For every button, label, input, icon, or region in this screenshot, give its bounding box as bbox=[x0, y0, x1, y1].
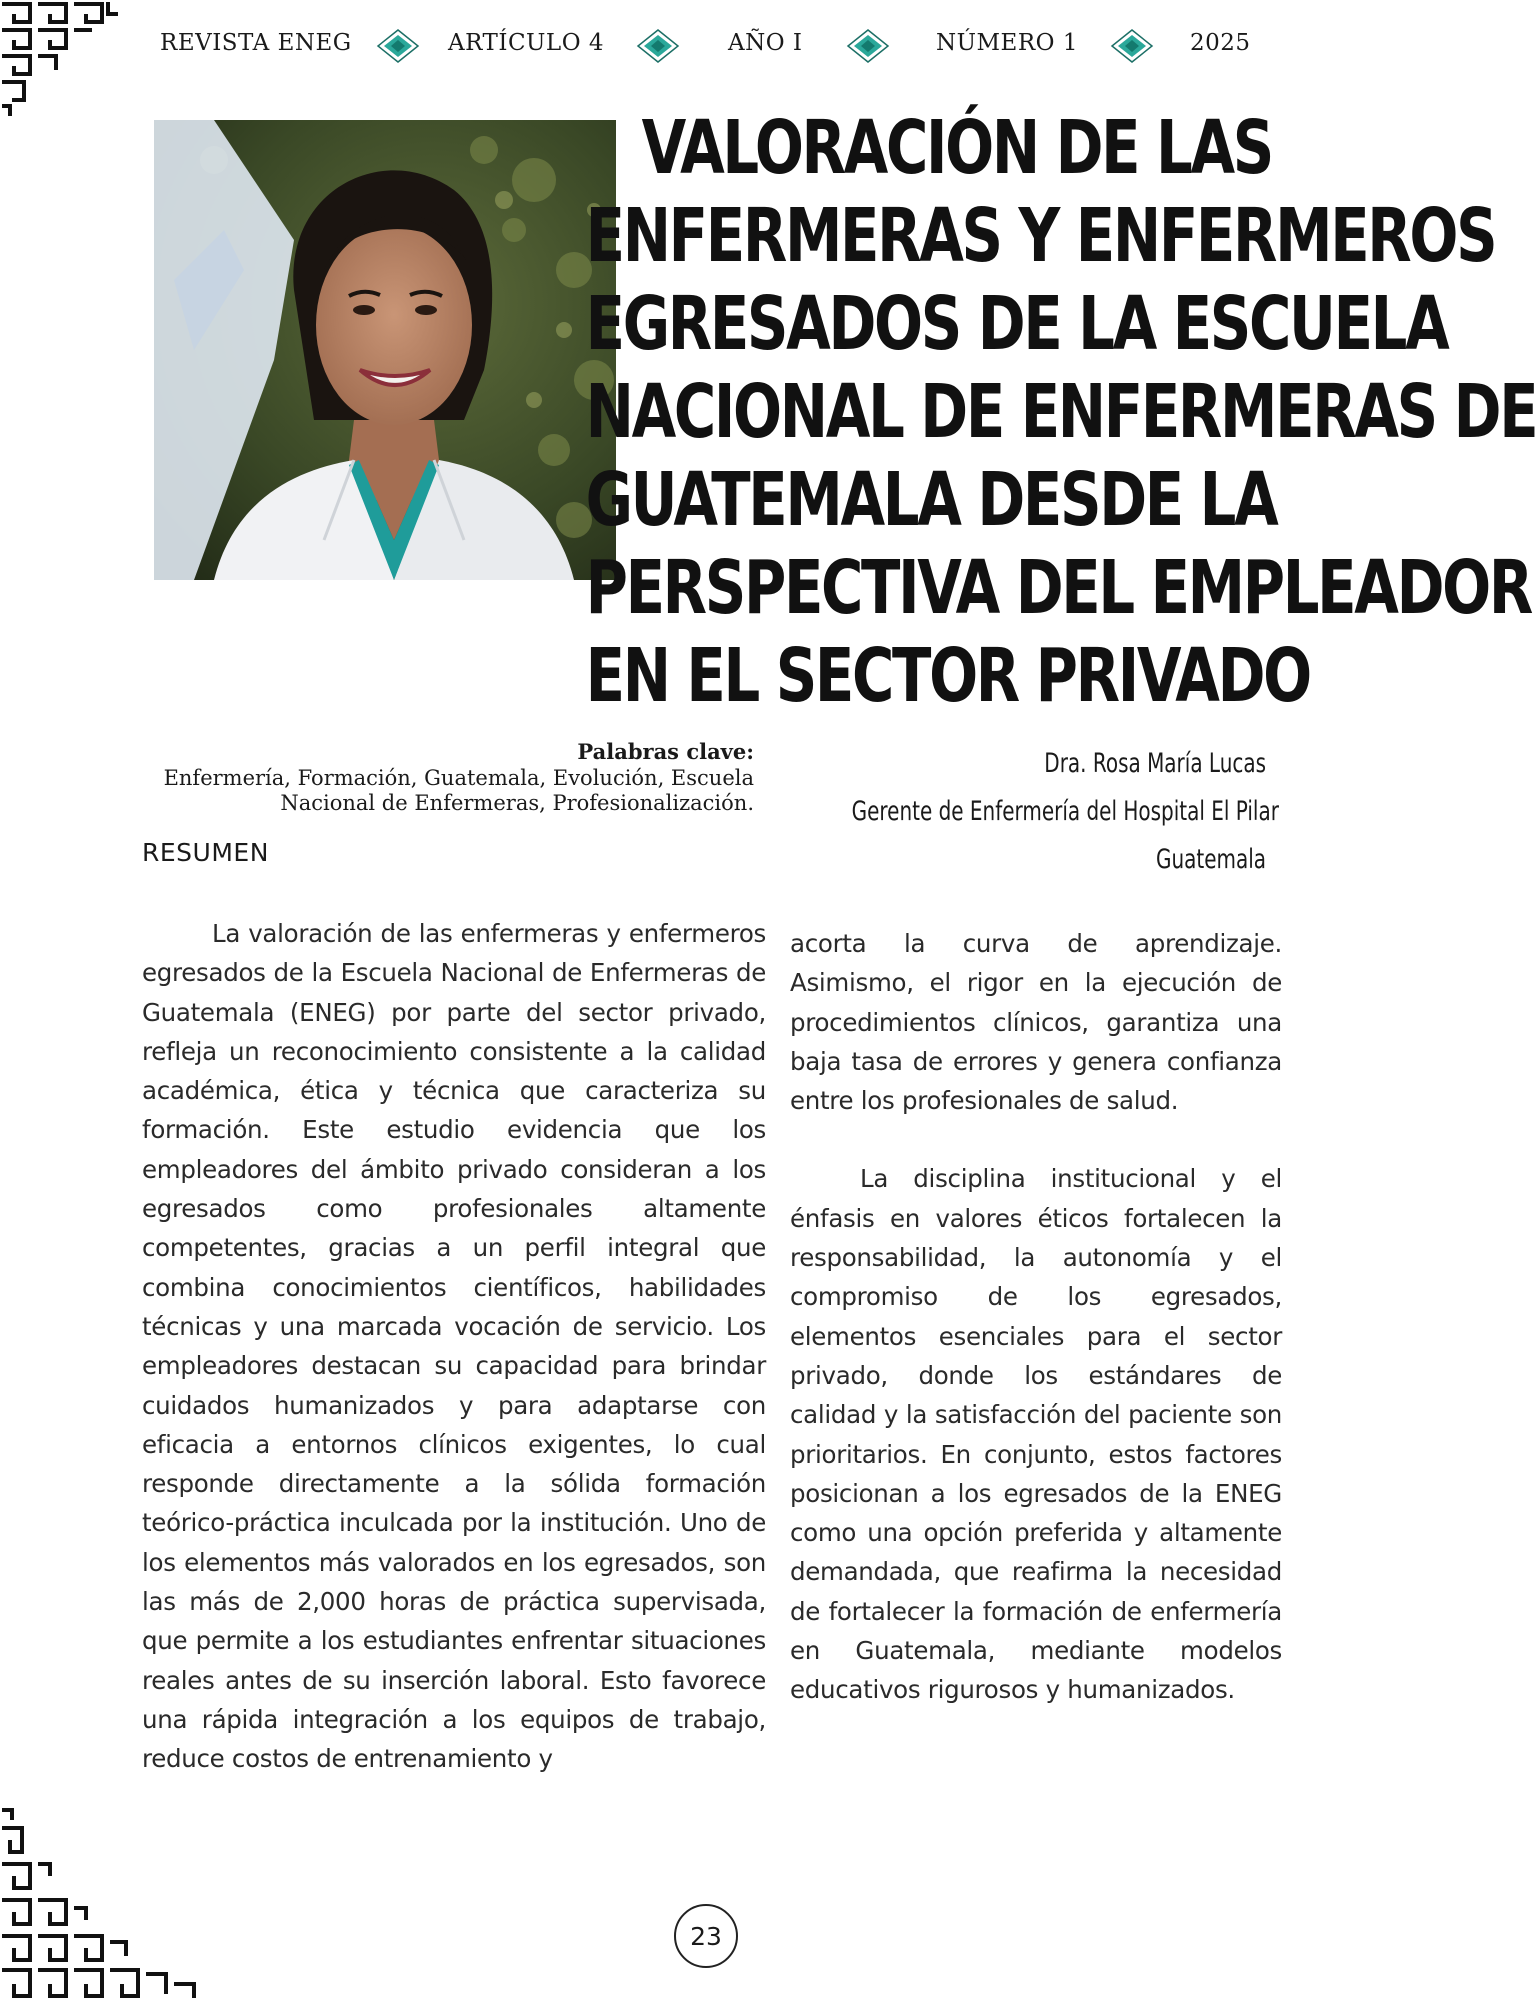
header-number: NÚMERO 1 bbox=[936, 30, 1078, 56]
title-line: GUATEMALA DESDE LA bbox=[585, 457, 1277, 543]
title-line: NACIONAL DE ENFERMERAS DE bbox=[585, 369, 1536, 455]
section-heading-resumen: RESUMEN bbox=[142, 838, 269, 867]
keywords-line: Nacional de Enfermeras, Profesionalización. bbox=[280, 791, 754, 815]
author-block bbox=[706, 740, 1279, 884]
author-country: Guatemala bbox=[1155, 844, 1266, 875]
diamond-divider-icon bbox=[846, 28, 890, 64]
keywords-label: Palabras clave: bbox=[577, 739, 754, 764]
header-date: 2025 bbox=[1190, 30, 1251, 56]
header-journal: REVISTA ENEG bbox=[160, 30, 352, 56]
author-photo bbox=[154, 120, 616, 580]
body-column-right bbox=[790, 924, 1282, 1710]
title-line: ENFERMERAS Y ENFERMEROS bbox=[585, 193, 1496, 279]
diamond-divider-icon bbox=[636, 28, 680, 64]
keywords-block bbox=[140, 738, 754, 816]
body-column-left bbox=[142, 914, 766, 1779]
header-article: ARTÍCULO 4 bbox=[448, 30, 605, 56]
header-year: AÑO I bbox=[728, 30, 803, 56]
body-paragraph: acorta la curva de aprendizaje. Asimismo, el rigor en la ejecución de procedimientos clínicos, garantiza una baja tasa de errores y genera confianza entre los profesionales de salud. bbox=[790, 929, 1282, 1116]
article-title bbox=[585, 104, 1536, 720]
keywords-line: Enfermería, Formación, Guatemala, Evolución, Escuela bbox=[163, 766, 754, 790]
author-name: Dra. Rosa María Lucas bbox=[1044, 748, 1266, 779]
author-role: Gerente de Enfermería del Hospital El Pilar bbox=[851, 796, 1279, 827]
page-number: 23 bbox=[674, 1904, 738, 1968]
body-paragraph: La valoración de las enfermeras y enfermeros egresados de la Escuela Nacional de Enfermeras de Guatemala (ENEG) por parte del sector privado, refleja un reconocimiento consistente a la calidad académica, ética y técnica que caracteriza su formación. Este estudio evidencia que los empleadores del ámbito privado consideran a los egresados como profesionales altamente competentes, gracias a un perfil integral que combina conocimientos científicos, habilidades técnicas y una marcada vocación de servicio. Los empleadores destacan su capacidad para brindar cuidados humanizados y para adaptarse con eficacia a entornos clínicos exigentes, lo cual responde directamente a la sólida formación teórico-práctica inculcada por la institución. Uno de los elementos más valorados en los egresados, son las más de 2,000 horas de práctica supervisada, que permite a los estudiantes enfrentar situaciones reales antes de su inserción laboral. Esto favorece una rápida integración a los equipos de trabajo, reduce costos de entrenamiento y bbox=[142, 919, 766, 1774]
title-line: EN EL SECTOR PRIVADO bbox=[585, 633, 1310, 719]
diamond-divider-icon bbox=[1110, 28, 1154, 64]
body-paragraph: La disciplina institucional y el énfasis en valores éticos fortalecen la responsabilidad, la autonomía y el compromiso de los egresados, elementos esenciales para el sector privado, donde los estándares de calidad y la satisfacción del paciente son prioritarios. En conjunto, estos factores posicionan a los egresados de la ENEG como una opción preferida y altamente demandada, que reafirma la necesidad de fortalecer la formación de enfermería en Guatemala, mediante modelos educativos rigurosos y humanizados. bbox=[790, 1164, 1282, 1705]
diamond-divider-icon bbox=[376, 28, 420, 64]
running-header bbox=[0, 26, 1414, 66]
title-line: PERSPECTIVA DEL EMPLEADOR bbox=[585, 545, 1532, 631]
maze-ornament-bottom-left bbox=[0, 1808, 198, 2000]
title-line: EGRESADOS DE LA ESCUELA bbox=[585, 281, 1448, 367]
title-line: VALORACIÓN DE LAS bbox=[641, 105, 1272, 191]
